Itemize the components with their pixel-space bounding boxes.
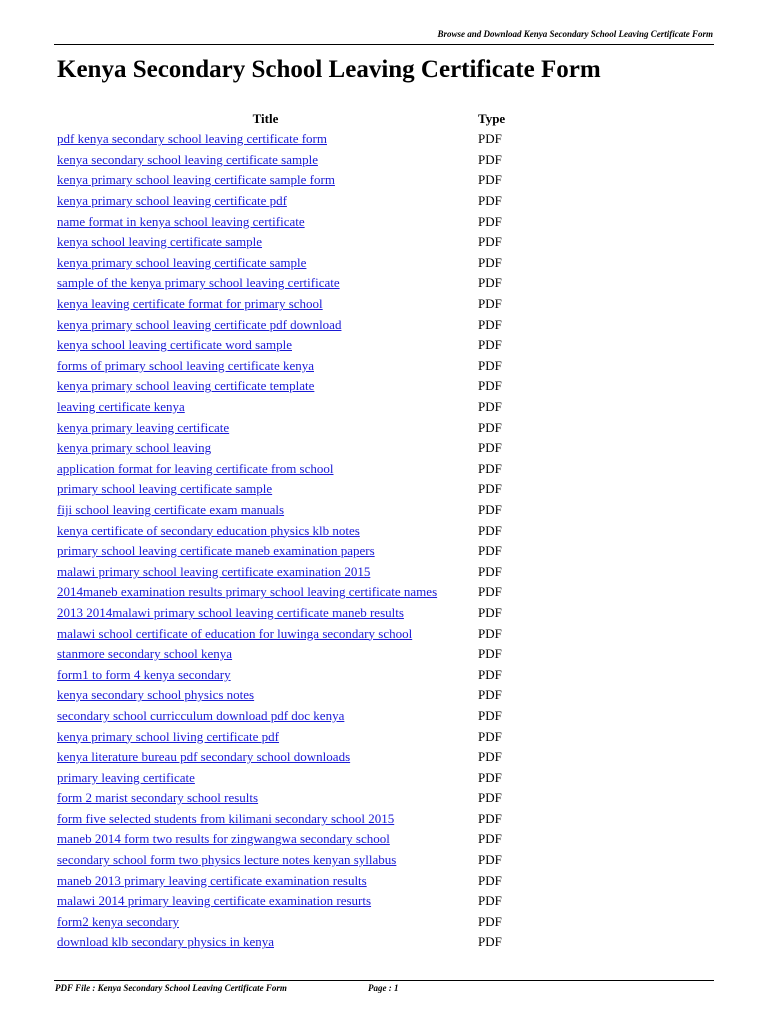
footer-divider bbox=[54, 980, 714, 981]
table-row bbox=[57, 747, 538, 768]
table-row bbox=[57, 129, 538, 150]
row-title-cell bbox=[57, 520, 474, 541]
row-type-cell: PDF bbox=[478, 872, 502, 888]
row-type-cell: PDF bbox=[478, 460, 502, 476]
row-type-cell: PDF bbox=[478, 522, 502, 538]
row-title-cell bbox=[57, 603, 474, 624]
table-row bbox=[57, 891, 538, 912]
document-link[interactable]: forms of primary school leaving certificate kenya bbox=[57, 357, 315, 373]
row-title-cell bbox=[57, 582, 474, 603]
row-title-cell bbox=[57, 397, 474, 418]
document-link[interactable]: kenya primary school leaving certificate pdf bbox=[57, 193, 287, 209]
table-row bbox=[57, 520, 538, 541]
row-title-cell bbox=[57, 747, 474, 768]
row-type-cell: PDF bbox=[478, 913, 502, 929]
document-link[interactable]: sample of the kenya primary school leaving certificate bbox=[57, 275, 340, 291]
table-row bbox=[57, 726, 538, 747]
table-row bbox=[57, 541, 538, 562]
row-type-cell: PDF bbox=[478, 399, 502, 415]
row-title-cell bbox=[57, 726, 474, 747]
table-row bbox=[57, 397, 538, 418]
row-type-cell: PDF bbox=[478, 749, 502, 765]
document-link[interactable]: maneb 2014 form two results for zingwangwa secondary school bbox=[57, 831, 390, 847]
row-title-cell bbox=[57, 541, 474, 562]
row-type-cell: PDF bbox=[478, 501, 502, 517]
row-type-cell: PDF bbox=[478, 151, 502, 167]
document-link[interactable]: malawi primary school leaving certificate examination 2015 bbox=[57, 563, 371, 579]
document-link[interactable]: pdf kenya secondary school leaving certificate form bbox=[57, 131, 327, 147]
row-type-cell: PDF bbox=[478, 604, 502, 620]
row-title-cell bbox=[57, 294, 474, 315]
row-type-cell: PDF bbox=[478, 893, 502, 909]
table-row bbox=[57, 582, 538, 603]
document-link[interactable]: kenya school leaving certificate sample bbox=[57, 234, 263, 250]
table-row bbox=[57, 191, 538, 212]
footer-note: PDF File : Kenya Secondary School Leaving Certificate Form bbox=[55, 983, 287, 993]
table-row bbox=[57, 273, 538, 294]
table-row bbox=[57, 314, 538, 335]
document-link[interactable]: primary leaving certificate bbox=[57, 769, 195, 785]
row-type-cell: PDF bbox=[478, 584, 502, 600]
row-title-cell bbox=[57, 500, 474, 521]
row-type-cell: PDF bbox=[478, 543, 502, 559]
row-title-cell bbox=[57, 644, 474, 665]
row-title-cell bbox=[57, 129, 474, 150]
column-header-type: Type bbox=[478, 111, 506, 126]
row-type-cell: PDF bbox=[478, 625, 502, 641]
row-title-cell bbox=[57, 232, 474, 253]
row-title-cell bbox=[57, 273, 474, 294]
document-link[interactable]: kenya secondary school leaving certificate sample bbox=[57, 151, 318, 167]
table-row bbox=[57, 417, 538, 438]
document-link[interactable]: 2013 2014malawi primary school leaving certificate maneb results bbox=[57, 604, 404, 620]
table-header-row bbox=[57, 109, 538, 129]
column-header-title: Title bbox=[252, 111, 279, 126]
row-type-cell: PDF bbox=[478, 193, 502, 209]
table-row bbox=[57, 459, 538, 480]
table-row bbox=[57, 500, 538, 521]
row-type-cell: PDF bbox=[478, 646, 502, 662]
table-row bbox=[57, 850, 538, 871]
document-link[interactable]: primary school leaving certificate maneb examination papers bbox=[57, 543, 375, 559]
header-note: Browse and Download Kenya Secondary School Leaving Certificate Form bbox=[437, 29, 713, 39]
table-row bbox=[57, 932, 538, 953]
row-title-cell bbox=[57, 870, 474, 891]
document-link[interactable]: malawi 2014 primary leaving certificate examination resurts bbox=[57, 893, 372, 909]
table-row bbox=[57, 870, 538, 891]
row-type-cell: PDF bbox=[478, 316, 502, 332]
document-link[interactable]: secondary school form two physics lecture notes kenyan syllabus bbox=[57, 852, 397, 868]
table-row bbox=[57, 706, 538, 727]
row-title-cell bbox=[57, 767, 474, 788]
row-type-cell: PDF bbox=[478, 810, 502, 826]
row-type-cell: PDF bbox=[478, 234, 502, 250]
table-row bbox=[57, 829, 538, 850]
document-link[interactable]: kenya primary school leaving certificate sample form bbox=[57, 172, 335, 188]
table-row bbox=[57, 788, 538, 809]
row-title-cell bbox=[57, 809, 474, 830]
document-link[interactable]: kenya primary school leaving certificate sample bbox=[57, 254, 307, 270]
row-title-cell bbox=[57, 314, 474, 335]
table-row bbox=[57, 170, 538, 191]
page-number: Page : 1 bbox=[368, 983, 399, 993]
table-row bbox=[57, 561, 538, 582]
row-type-cell: PDF bbox=[478, 378, 502, 394]
page-title: Kenya Secondary School Leaving Certificate Form bbox=[57, 56, 601, 83]
table-row bbox=[57, 232, 538, 253]
table-row bbox=[57, 912, 538, 933]
table-row bbox=[57, 438, 538, 459]
row-title-cell bbox=[57, 335, 474, 356]
row-type-cell: PDF bbox=[478, 687, 502, 703]
row-type-cell: PDF bbox=[478, 357, 502, 373]
document-link[interactable]: download klb secondary physics in kenya bbox=[57, 934, 274, 950]
row-title-cell bbox=[57, 191, 474, 212]
row-type-cell: PDF bbox=[478, 707, 502, 723]
table-row bbox=[57, 479, 538, 500]
document-link[interactable]: name format in kenya school leaving certificate bbox=[57, 213, 305, 229]
row-title-cell bbox=[57, 438, 474, 459]
document-link[interactable]: kenya primary school leaving certificate template bbox=[57, 378, 315, 394]
table-row bbox=[57, 767, 538, 788]
document-link[interactable]: stanmore secondary school kenya bbox=[57, 646, 233, 662]
row-type-cell: PDF bbox=[478, 934, 502, 950]
table-row bbox=[57, 603, 538, 624]
row-title-cell bbox=[57, 829, 474, 850]
table-row bbox=[57, 664, 538, 685]
row-type-cell: PDF bbox=[478, 131, 502, 147]
table-row bbox=[57, 644, 538, 665]
row-title-cell bbox=[57, 150, 474, 171]
row-type-cell: PDF bbox=[478, 296, 502, 312]
row-type-cell: PDF bbox=[478, 172, 502, 188]
table-row bbox=[57, 335, 538, 356]
row-title-cell bbox=[57, 459, 474, 480]
table-row bbox=[57, 294, 538, 315]
row-title-cell bbox=[57, 706, 474, 727]
table-row bbox=[57, 685, 538, 706]
file-table-body bbox=[57, 129, 538, 953]
document-link[interactable]: form five selected students from kilimani secondary school 2015 bbox=[57, 810, 395, 826]
row-title-cell bbox=[57, 561, 474, 582]
row-title-cell bbox=[57, 479, 474, 500]
row-title-cell bbox=[57, 417, 474, 438]
document-link[interactable]: form 2 marist secondary school results bbox=[57, 790, 259, 806]
row-type-cell: PDF bbox=[478, 213, 502, 229]
document-link[interactable]: kenya certificate of secondary education physics klb notes bbox=[57, 522, 360, 538]
row-type-cell: PDF bbox=[478, 419, 502, 435]
document-link[interactable]: kenya primary school living certificate pdf bbox=[57, 728, 280, 744]
document-link[interactable]: kenya primary school leaving certificate pdf download bbox=[57, 316, 342, 332]
row-title-cell bbox=[57, 356, 474, 377]
document-link[interactable]: kenya leaving certificate format for primary school bbox=[57, 296, 323, 312]
header-divider bbox=[54, 44, 714, 45]
row-title-cell bbox=[57, 912, 474, 933]
document-link[interactable]: secondary school curricculum download pdf doc kenya bbox=[57, 707, 345, 723]
document-link[interactable]: primary school leaving certificate sample bbox=[57, 481, 273, 497]
row-type-cell: PDF bbox=[478, 728, 502, 744]
table-row bbox=[57, 211, 538, 232]
row-type-cell: PDF bbox=[478, 337, 502, 353]
row-type-cell: PDF bbox=[478, 254, 502, 270]
document-link[interactable]: kenya primary school leaving bbox=[57, 440, 212, 456]
row-type-cell: PDF bbox=[478, 666, 502, 682]
document-link[interactable]: kenya primary leaving certificate bbox=[57, 419, 230, 435]
row-title-cell bbox=[57, 211, 474, 232]
table-row bbox=[57, 356, 538, 377]
row-title-cell bbox=[57, 788, 474, 809]
row-type-cell: PDF bbox=[478, 852, 502, 868]
file-table bbox=[57, 109, 538, 953]
row-title-cell bbox=[57, 850, 474, 871]
row-type-cell: PDF bbox=[478, 831, 502, 847]
document-link[interactable]: form1 to form 4 kenya secondary bbox=[57, 666, 231, 682]
row-type-cell: PDF bbox=[478, 440, 502, 456]
row-type-cell: PDF bbox=[478, 275, 502, 291]
row-title-cell bbox=[57, 376, 474, 397]
document-link[interactable]: fiji school leaving certificate exam manuals bbox=[57, 501, 285, 517]
row-type-cell: PDF bbox=[478, 481, 502, 497]
row-title-cell bbox=[57, 685, 474, 706]
row-title-cell bbox=[57, 932, 474, 953]
row-title-cell bbox=[57, 891, 474, 912]
row-type-cell: PDF bbox=[478, 563, 502, 579]
row-title-cell bbox=[57, 253, 474, 274]
document-link[interactable]: form2 kenya secondary bbox=[57, 913, 180, 929]
document-link[interactable]: maneb 2013 primary leaving certificate examination results bbox=[57, 872, 367, 888]
document-link[interactable]: application format for leaving certificate from school bbox=[57, 460, 334, 476]
document-link[interactable]: kenya secondary school physics notes bbox=[57, 687, 255, 703]
document-link[interactable]: malawi school certificate of education for luwinga secondary school bbox=[57, 625, 413, 641]
table-row bbox=[57, 376, 538, 397]
row-type-cell: PDF bbox=[478, 790, 502, 806]
row-title-cell bbox=[57, 664, 474, 685]
table-row bbox=[57, 253, 538, 274]
row-type-cell: PDF bbox=[478, 769, 502, 785]
row-title-cell bbox=[57, 170, 474, 191]
document-link[interactable]: kenya literature bureau pdf secondary school downloads bbox=[57, 749, 351, 765]
table-row bbox=[57, 623, 538, 644]
document-link[interactable]: kenya school leaving certificate word sample bbox=[57, 337, 292, 353]
table-row bbox=[57, 809, 538, 830]
row-title-cell bbox=[57, 623, 474, 644]
document-link[interactable]: 2014maneb examination results primary school leaving certificate names bbox=[57, 584, 438, 600]
table-row bbox=[57, 150, 538, 171]
document-link[interactable]: leaving certificate kenya bbox=[57, 399, 185, 415]
